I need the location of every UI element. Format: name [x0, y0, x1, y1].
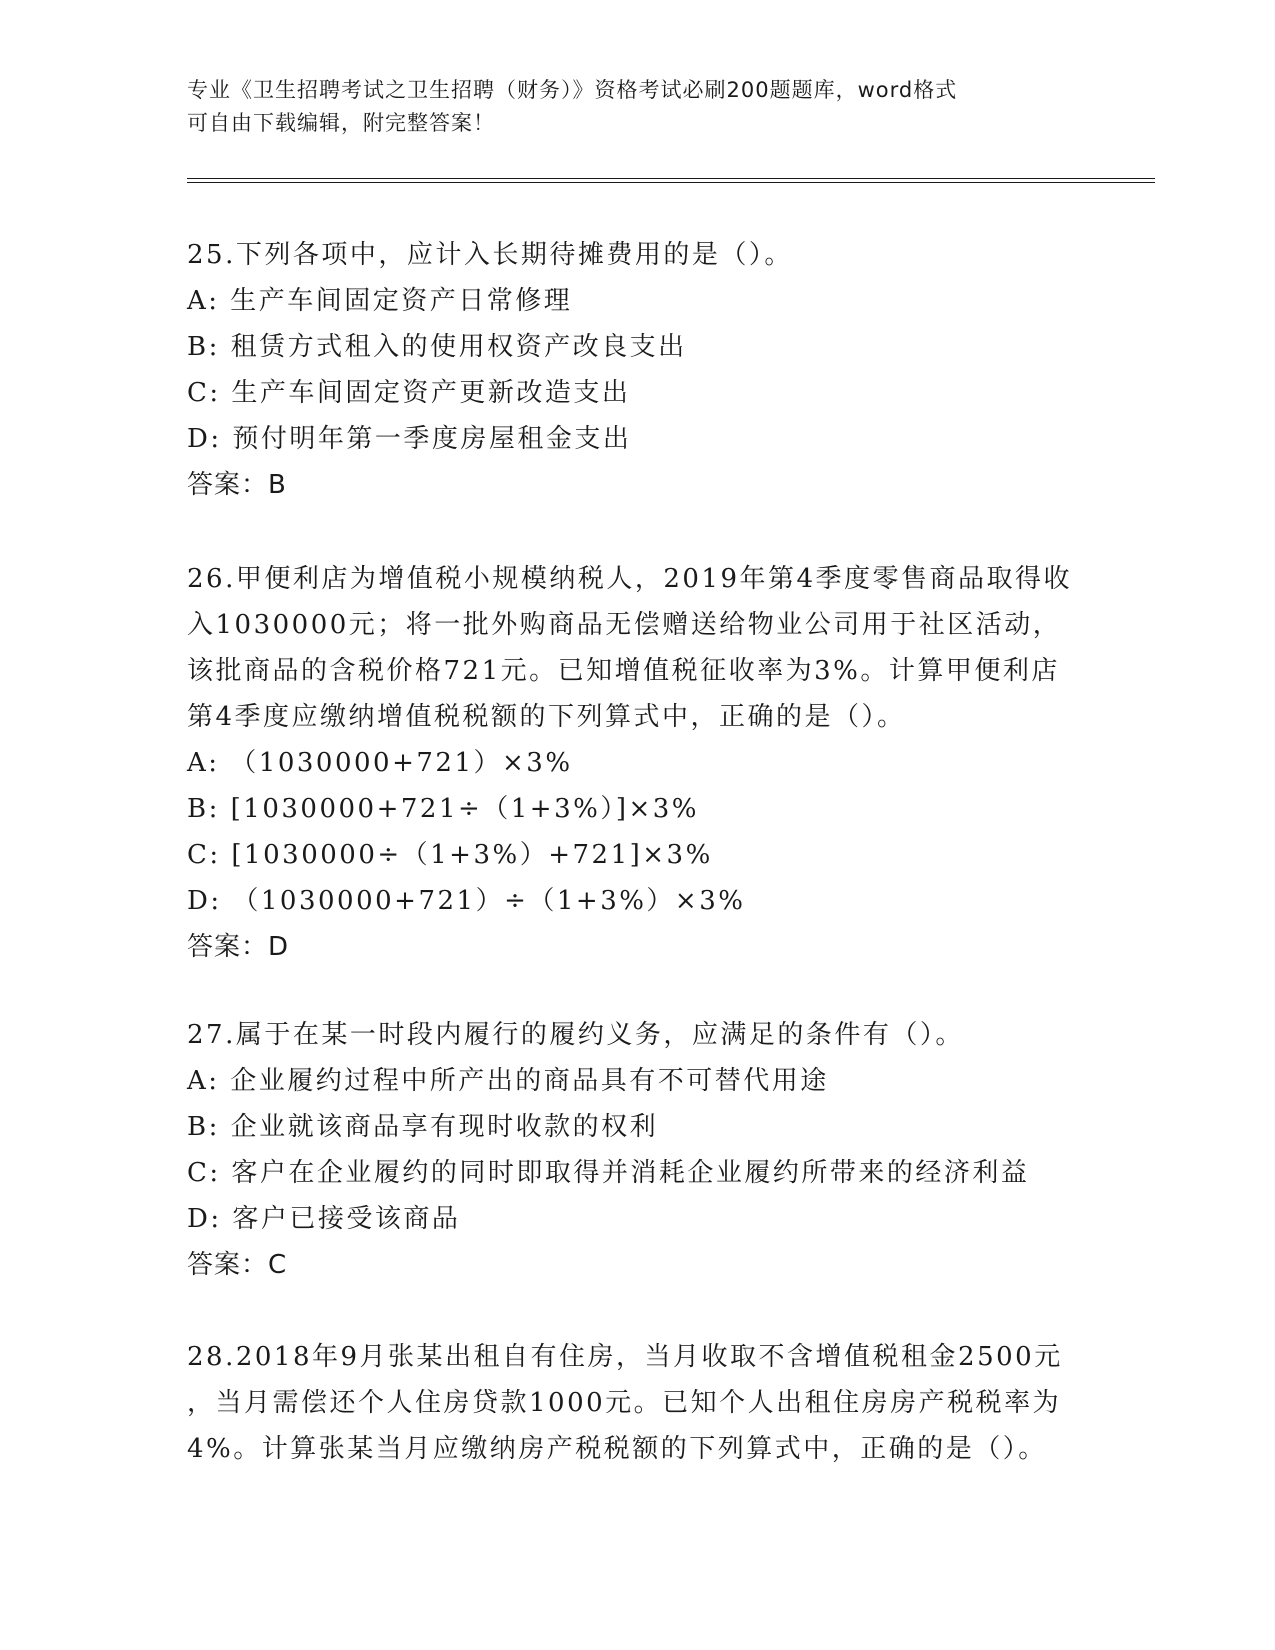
option-b: B: 企业就该商品享有现时收款的权利: [187, 1112, 659, 1142]
header-line: 可自由下载编辑，附完整答案！: [187, 111, 495, 135]
question-text: 4%。计算张某当月应缴纳房产税税额的下列算式中，正确的是（）。: [187, 1434, 1047, 1464]
answer: 答案：D: [187, 932, 290, 962]
question-text: 27.属于在某一时段内履行的履约义务，应满足的条件有（）。: [187, 1020, 964, 1050]
answer: 答案：B: [187, 470, 287, 500]
divider: [187, 178, 1155, 179]
option-d: D: 客户已接受该商品: [187, 1204, 461, 1234]
option-b: B: 租赁方式租入的使用权资产改良支出: [187, 332, 687, 362]
question-text: 28.2018年9月张某出租自有住房，当月收取不含增值税租金2500元: [187, 1342, 1063, 1372]
question-25: [187, 232, 1087, 508]
option-a: A: 企业履约过程中所产出的商品具有不可替代用途: [187, 1066, 829, 1096]
question-28: [187, 1334, 1087, 1472]
option-a: A: 生产车间固定资产日常修理: [187, 286, 573, 316]
option-b: B: [1030000+721÷（1+3%）]×3%: [187, 794, 700, 824]
option-d: D: （1030000+721）÷（1+3%）×3%: [187, 886, 746, 916]
option-c: C: 生产车间固定资产更新改造支出: [187, 378, 631, 408]
header-line: 专业《卫生招聘考试之卫生招聘（财务）》资格考试必刷200题题库，word格式: [187, 78, 958, 102]
option-d: D: 预付明年第一季度房屋租金支出: [187, 424, 632, 454]
question-text: 26.甲便利店为增值税小规模纳税人，2019年第4季度零售商品取得收: [187, 564, 1073, 594]
answer: 答案：C: [187, 1250, 288, 1280]
divider: [187, 182, 1155, 183]
document-header: [187, 74, 1067, 140]
question-text: ，当月需偿还个人住房贷款1000元。已知个人出租住房房产税税率为: [187, 1388, 1062, 1418]
question-27: [187, 1012, 1087, 1288]
option-c: C: [1030000÷（1+3%）+721]×3%: [187, 840, 713, 870]
question-text: 第4季度应缴纳增值税税额的下列算式中，正确的是（）。: [187, 702, 906, 732]
question-text: 25.下列各项中，应计入长期待摊费用的是（）。: [187, 240, 793, 270]
option-c: C: 客户在企业履约的同时即取得并消耗企业履约所带来的经济利益: [187, 1158, 1030, 1188]
question-text: 该批商品的含税价格721元。已知增值税征收率为3%。计算甲便利店: [187, 656, 1060, 686]
question-26: [187, 556, 1087, 970]
question-text: 入1030000元；将一批外购商品无偿赠送给物业公司用于社区活动，: [187, 610, 1062, 640]
option-a: A: （1030000+721）×3%: [187, 748, 573, 778]
